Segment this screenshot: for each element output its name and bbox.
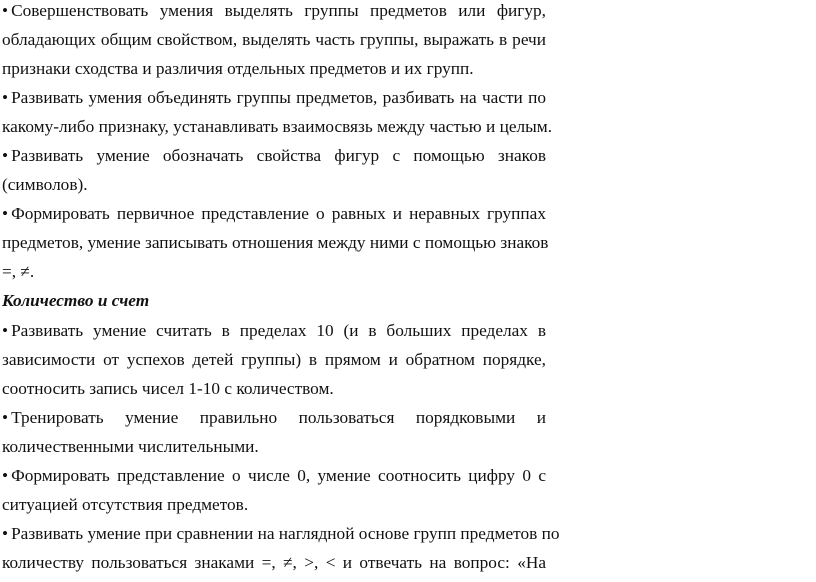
list-item-line-6: [2, 145, 546, 167]
bullet-icon: •: [2, 1, 9, 20]
bullet-icon: •: [2, 408, 9, 427]
list-item-line-12: [2, 349, 546, 371]
list-item-line-8: [2, 203, 546, 225]
paragraph-text: соотносить запись чисел 1-10 с количеством.: [2, 379, 334, 398]
list-item-line-17: [2, 494, 546, 516]
list-item-line-14: [2, 407, 546, 429]
paragraph-text: признаки сходства и различия отдельных предметов и их групп.: [2, 59, 474, 78]
section-heading: Количество и счет: [2, 291, 150, 310]
list-item-line-5: [2, 116, 553, 138]
bullet-icon: •: [2, 146, 9, 165]
list-item-line-7: [2, 174, 546, 196]
paragraph-text: Совершенствовать умения выделять группы предметов или фигур,: [11, 1, 546, 20]
list-item-line-18: [2, 523, 560, 545]
paragraph-text: Развивать умение при сравнении на наглядной основе групп предметов по: [11, 524, 560, 543]
paragraph-text: количеству пользоваться знаками =, ≠, >, < и отвечать на вопрос: «На: [2, 553, 546, 572]
paragraph-text: Развивать умение считать в пределах 10 (и в больших пределах в: [11, 321, 546, 340]
paragraph-text: количественными числительными.: [2, 437, 259, 456]
list-item-line-15: [2, 436, 546, 458]
paragraph-text: =, ≠.: [2, 262, 35, 281]
list-item-line-3: [2, 58, 546, 80]
list-item-line-9: [2, 232, 549, 254]
paragraph-text: Формировать представление о числе 0, умение соотносить цифру 0 с: [11, 466, 546, 485]
list-item-line-10: [2, 261, 546, 283]
list-item-line-13: [2, 378, 546, 400]
paragraph-text: Развивать умение обозначать свойства фигур с помощью знаков: [11, 146, 546, 165]
paragraph-text: предметов, умение записывать отношения между ними с помощью знаков: [2, 233, 549, 252]
bullet-icon: •: [2, 466, 9, 485]
bullet-icon: •: [2, 524, 9, 543]
paragraph-text: (символов).: [2, 175, 88, 194]
bullet-icon: •: [2, 88, 9, 107]
paragraph-text: зависимости от успехов детей группы) в прямом и обратном порядке,: [2, 350, 546, 369]
paragraph-text: обладающих общим свойством, выделять часть группы, выражать в речи: [2, 30, 546, 49]
list-item-line-4: [2, 87, 546, 109]
list-item-line-16: [2, 465, 546, 487]
list-item-line-1: [2, 0, 546, 22]
paragraph-text: Тренировать умение правильно пользоваться порядковыми и: [11, 408, 546, 427]
paragraph-text: какому-либо признаку, устанавливать взаимосвязь между частью и целым.: [2, 117, 553, 136]
list-item-line-19: [2, 552, 546, 574]
list-item-line-2: [2, 29, 546, 51]
list-item-line-11: [2, 320, 546, 342]
bullet-icon: •: [2, 321, 9, 340]
paragraph-text: Формировать первичное представление о равных и неравных группах: [11, 204, 546, 223]
bullet-icon: •: [2, 204, 9, 223]
paragraph-text: ситуацией отсутствия предметов.: [2, 495, 249, 514]
paragraph-text: Развивать умения объединять группы предметов, разбивать на части по: [11, 88, 546, 107]
